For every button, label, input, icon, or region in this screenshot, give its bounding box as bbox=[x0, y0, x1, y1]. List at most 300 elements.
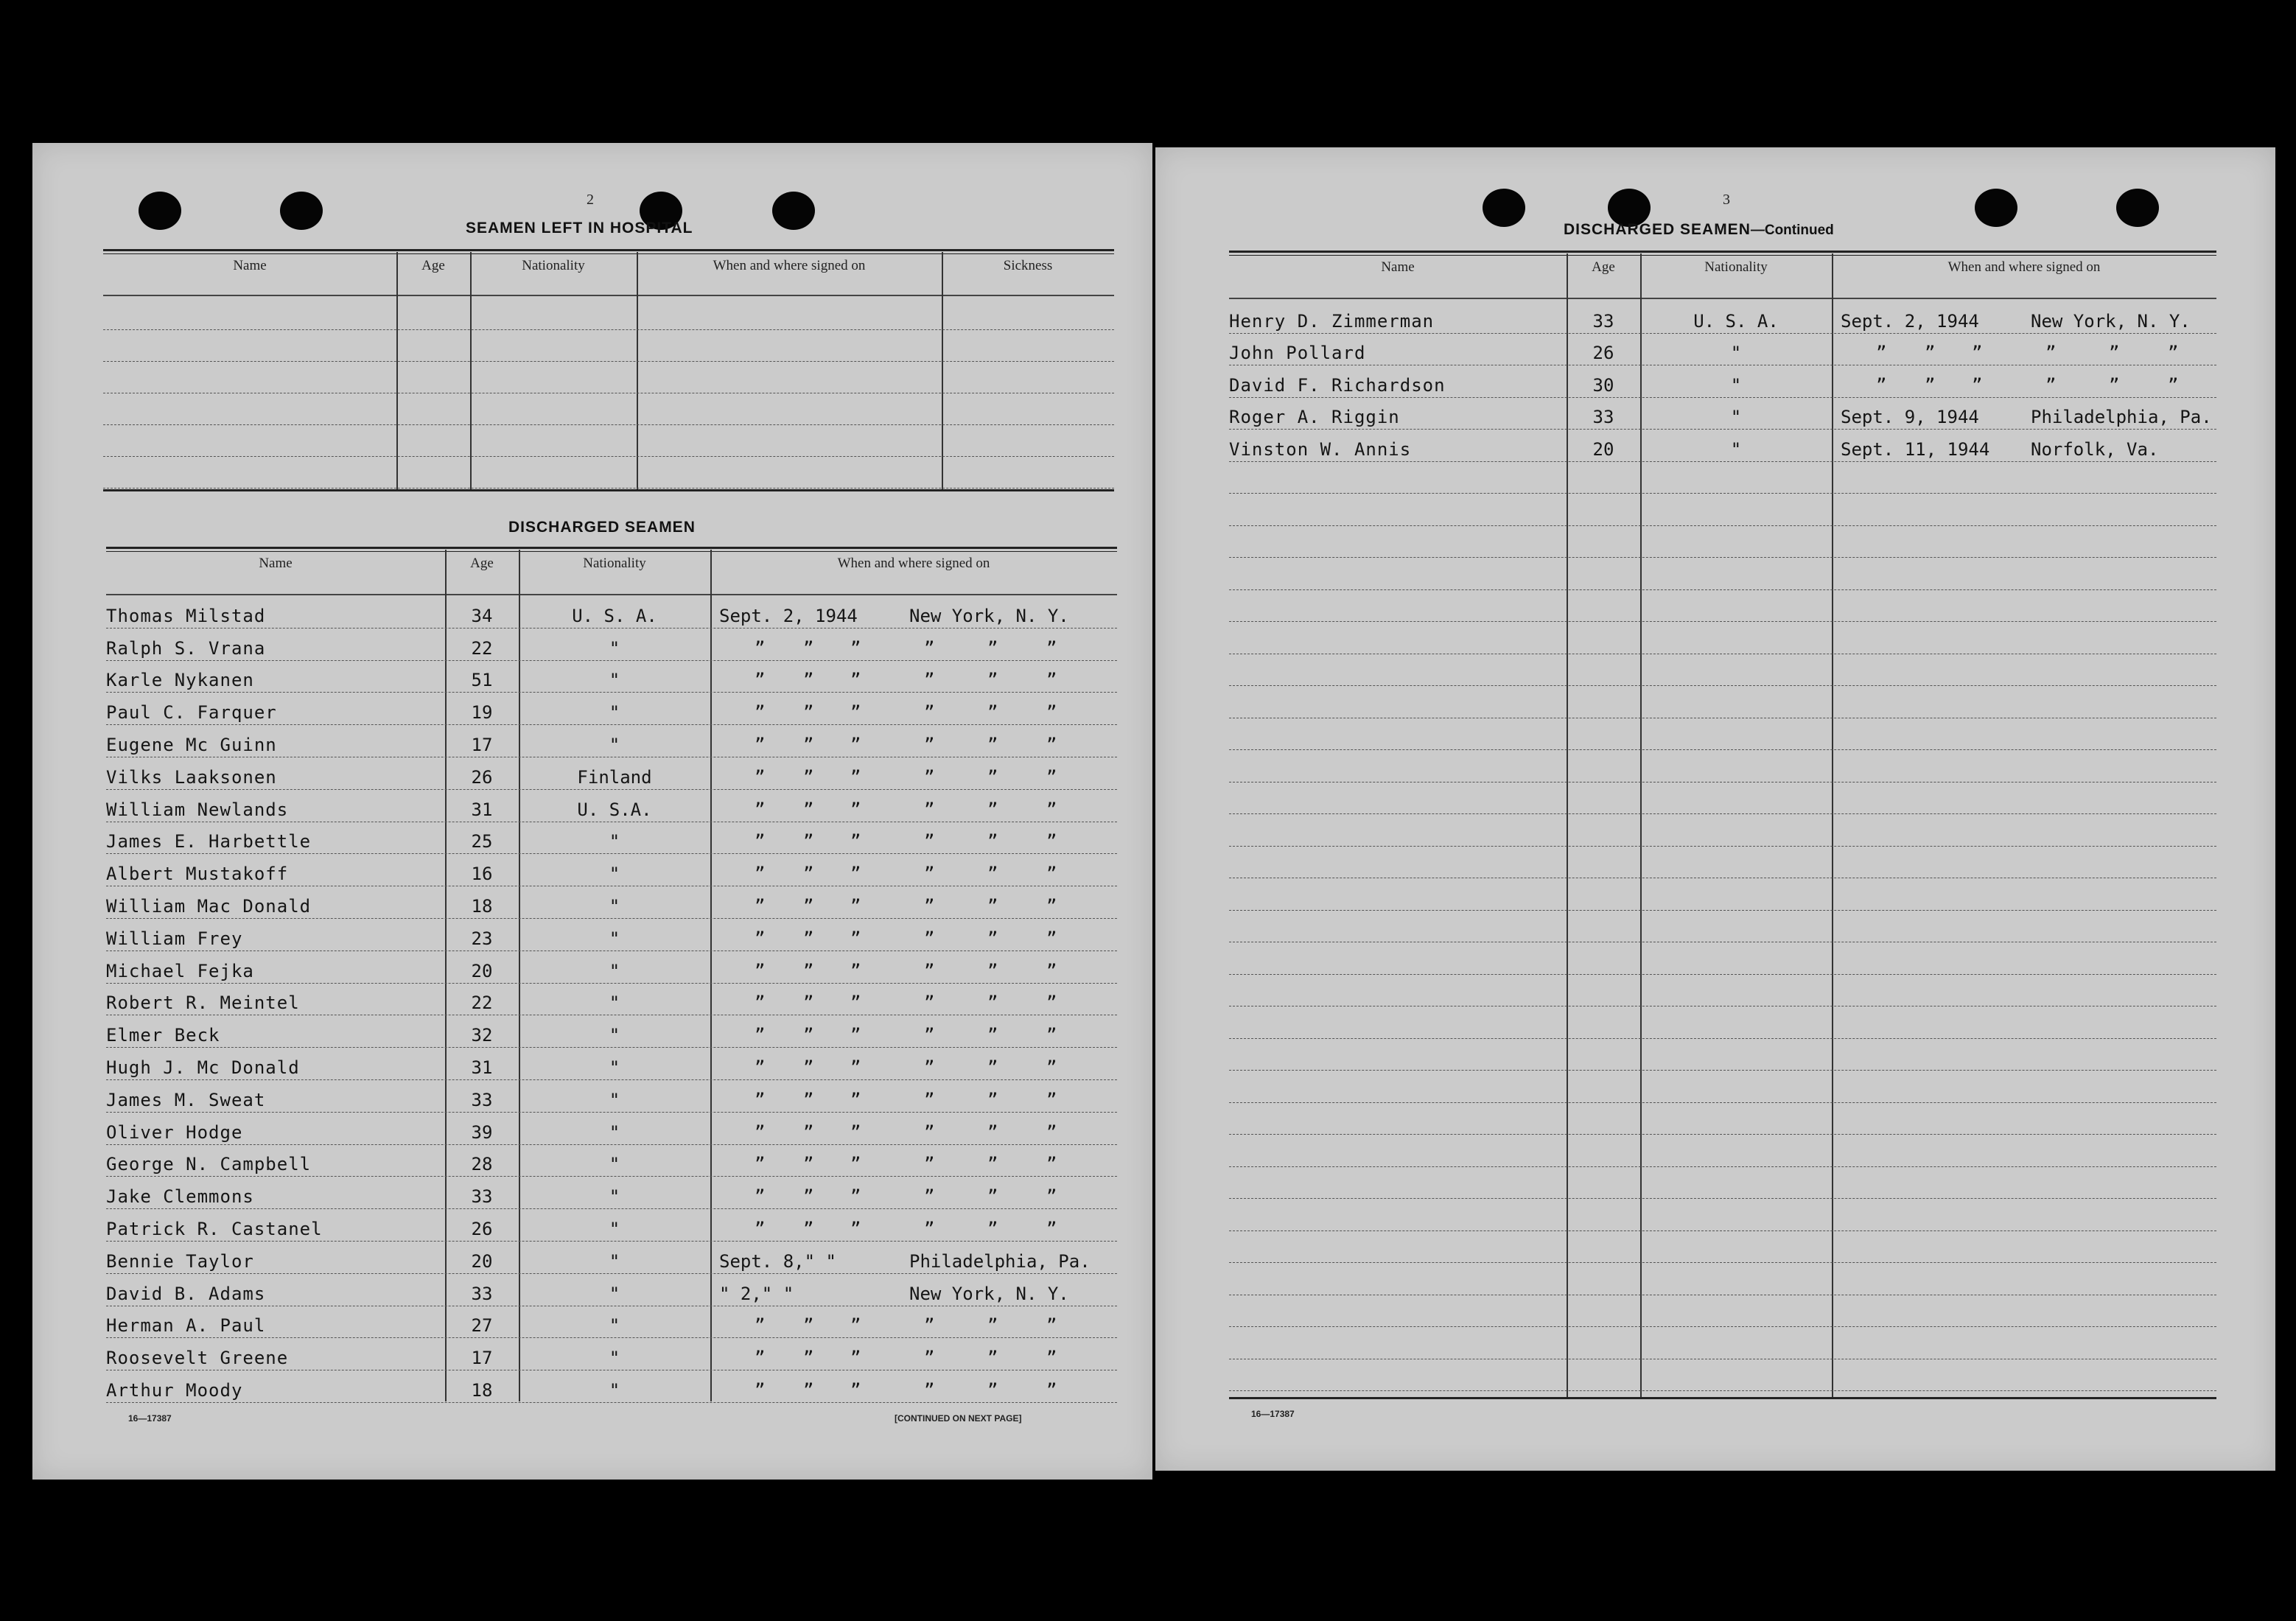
ditto-mark-icon: ” bbox=[850, 702, 861, 724]
table-row bbox=[1229, 1102, 2216, 1135]
ditto-mark-icon: ” bbox=[1046, 637, 1057, 659]
ditto-mark-icon: ” bbox=[755, 864, 766, 885]
ditto-mark-icon: ” bbox=[924, 766, 935, 788]
ditto-mark-icon: ” bbox=[987, 1057, 998, 1078]
ditto-mark-icon: ” bbox=[987, 831, 998, 852]
ditto-mark-icon: ” bbox=[850, 895, 861, 917]
page-number: 2 bbox=[587, 192, 594, 208]
ditto-mark-icon: ” bbox=[924, 1089, 935, 1110]
seaman-age: 18 bbox=[471, 895, 493, 917]
table-row bbox=[106, 1337, 1117, 1370]
punch-hole-icon bbox=[139, 192, 181, 230]
table-row bbox=[106, 692, 1117, 725]
ditto-mark-icon: ” bbox=[2109, 343, 2120, 363]
table-row bbox=[106, 983, 1117, 1016]
seaman-age: 33 bbox=[471, 1283, 493, 1304]
form-number: 16—17387 bbox=[1251, 1409, 1295, 1419]
seaman-age: 33 bbox=[471, 1089, 493, 1110]
ditto-mark-icon: ” bbox=[987, 895, 998, 917]
signed-on-date: Sept. 2, 1944 bbox=[719, 605, 858, 626]
table-row bbox=[106, 1370, 1117, 1403]
ditto-mark-icon: ” bbox=[755, 831, 766, 852]
ditto-mark-icon: ” bbox=[850, 992, 861, 1014]
table-row bbox=[106, 918, 1117, 951]
ditto-mark-icon: ” bbox=[850, 1315, 861, 1337]
ditto-mark-icon: ” bbox=[755, 1154, 766, 1175]
seaman-name: William Newlands bbox=[106, 799, 289, 820]
seaman-age: 34 bbox=[471, 605, 493, 626]
table-row bbox=[106, 950, 1117, 984]
ditto-mark-icon: ” bbox=[803, 1379, 814, 1401]
ditto-mark-icon: ” bbox=[850, 1186, 861, 1208]
ditto-mark-icon: ” bbox=[924, 702, 935, 724]
ditto-mark-icon: ” bbox=[1046, 864, 1057, 885]
seaman-name: Vilks Laaksonen bbox=[106, 766, 277, 788]
seaman-nationality: " bbox=[609, 831, 620, 852]
seaman-nationality: " bbox=[609, 992, 620, 1014]
table-row bbox=[103, 424, 1114, 457]
ditto-mark-icon: ” bbox=[1972, 343, 1983, 363]
ditto-mark-icon: ” bbox=[755, 670, 766, 691]
ditto-mark-icon: ” bbox=[850, 766, 861, 788]
ditto-mark-icon: ” bbox=[1876, 374, 1887, 396]
signed-on-place: Philadelphia, Pa. bbox=[909, 1250, 1091, 1272]
ditto-mark-icon: ” bbox=[1046, 766, 1057, 788]
ditto-mark-icon: ” bbox=[924, 637, 935, 659]
ditto-mark-icon: ” bbox=[987, 702, 998, 724]
ditto-mark-icon: ” bbox=[850, 1089, 861, 1110]
seaman-nationality: " bbox=[609, 1250, 620, 1272]
ditto-mark-icon: ” bbox=[1046, 1121, 1057, 1143]
ditto-mark-icon: ” bbox=[924, 864, 935, 885]
seaman-nationality: " bbox=[609, 734, 620, 755]
table-row bbox=[1229, 301, 2216, 334]
ditto-mark-icon: ” bbox=[987, 992, 998, 1014]
table-row bbox=[103, 298, 1114, 330]
continued-note: [CONTINUED ON NEXT PAGE] bbox=[895, 1413, 1022, 1424]
ditto-mark-icon: ” bbox=[1046, 992, 1057, 1014]
seaman-nationality: " bbox=[609, 702, 620, 724]
table-row bbox=[106, 853, 1117, 886]
table-row bbox=[106, 1273, 1117, 1306]
ditto-mark-icon: ” bbox=[803, 1348, 814, 1369]
ditto-mark-icon: ” bbox=[850, 1348, 861, 1369]
punch-hole-icon bbox=[1975, 189, 2017, 227]
ditto-mark-icon: ” bbox=[2045, 374, 2057, 396]
table-row bbox=[106, 1144, 1117, 1177]
ditto-mark-icon: ” bbox=[924, 1348, 935, 1369]
table-row bbox=[1229, 1198, 2216, 1231]
seaman-age: 16 bbox=[471, 864, 493, 885]
ditto-mark-icon: ” bbox=[850, 637, 861, 659]
ditto-mark-icon: ” bbox=[987, 1348, 998, 1369]
ditto-mark-icon: ” bbox=[987, 637, 998, 659]
column-header-name: Name bbox=[1381, 259, 1415, 275]
table-row bbox=[1229, 749, 2216, 783]
table-row bbox=[1229, 813, 2216, 847]
discharged-continued-title bbox=[1564, 221, 1834, 239]
seaman-nationality: " bbox=[609, 1089, 620, 1110]
ditto-mark-icon: ” bbox=[755, 992, 766, 1014]
ditto-mark-icon: ” bbox=[803, 960, 814, 981]
seaman-name: David B. Adams bbox=[106, 1283, 266, 1304]
table-row bbox=[1229, 942, 2216, 975]
ditto-mark-icon: ” bbox=[1046, 1315, 1057, 1337]
ditto-mark-icon: ” bbox=[1972, 374, 1983, 396]
seaman-name: George N. Campbell bbox=[106, 1154, 312, 1175]
seaman-name: Albert Mustakoff bbox=[106, 864, 289, 885]
ditto-mark-icon: ” bbox=[924, 734, 935, 755]
table-row bbox=[1229, 1070, 2216, 1103]
seaman-age: 28 bbox=[471, 1154, 493, 1175]
table-row bbox=[1229, 525, 2216, 559]
ditto-mark-icon: ” bbox=[850, 734, 861, 755]
ditto-mark-icon: ” bbox=[803, 670, 814, 691]
ditto-mark-icon: ” bbox=[1046, 1348, 1057, 1369]
hospital-table bbox=[103, 249, 1114, 492]
signed-on-date: Sept. 8," " bbox=[719, 1250, 836, 1272]
ditto-mark-icon: ” bbox=[924, 992, 935, 1014]
seaman-name: William Frey bbox=[106, 928, 243, 949]
signed-on-date: Sept. 9, 1944 bbox=[1841, 407, 1979, 427]
seaman-age: 51 bbox=[471, 670, 493, 691]
signed-on-place: New York, N. Y. bbox=[909, 1283, 1069, 1304]
table-row bbox=[1229, 429, 2216, 462]
ditto-mark-icon: ” bbox=[924, 1121, 935, 1143]
seaman-age: 31 bbox=[471, 1057, 493, 1078]
ditto-mark-icon: ” bbox=[803, 766, 814, 788]
ditto-mark-icon: ” bbox=[1046, 1057, 1057, 1078]
hospital-section-title: SEAMEN LEFT IN HOSPITAL bbox=[466, 220, 693, 237]
ditto-mark-icon: ” bbox=[987, 1379, 998, 1401]
table-row bbox=[106, 822, 1117, 855]
seaman-name: Thomas Milstad bbox=[106, 605, 266, 626]
seaman-nationality: " bbox=[1730, 407, 1742, 427]
seaman-nationality: " bbox=[609, 1379, 620, 1401]
ditto-mark-icon: ” bbox=[803, 702, 814, 724]
ditto-mark-icon: ” bbox=[1046, 960, 1057, 981]
seaman-name: Roger A. Riggin bbox=[1229, 407, 1400, 427]
table-row bbox=[106, 595, 1117, 629]
seaman-age: 20 bbox=[1592, 438, 1614, 460]
table-row bbox=[1229, 685, 2216, 718]
seaman-name: Patrick R. Castanel bbox=[106, 1218, 323, 1239]
ditto-mark-icon: ” bbox=[755, 928, 766, 949]
seaman-nationality: U. S.A. bbox=[577, 799, 652, 820]
ditto-mark-icon: ” bbox=[803, 1154, 814, 1175]
seaman-nationality: U. S. A. bbox=[572, 605, 657, 626]
table-row bbox=[1229, 365, 2216, 398]
table-row bbox=[106, 1241, 1117, 1274]
seaman-nationality: " bbox=[609, 928, 620, 949]
seaman-name: James E. Harbettle bbox=[106, 831, 312, 852]
column-header-nationality: Nationality bbox=[522, 258, 585, 273]
column-header-nationality: Nationality bbox=[583, 556, 646, 571]
ditto-mark-icon: ” bbox=[924, 928, 935, 949]
ditto-mark-icon: ” bbox=[1046, 895, 1057, 917]
seaman-name: Paul C. Farquer bbox=[106, 702, 277, 724]
table-row bbox=[1229, 397, 2216, 430]
table-row bbox=[106, 886, 1117, 919]
signed-on-place: Philadelphia, Pa. bbox=[2031, 407, 2212, 427]
seaman-nationality: " bbox=[1730, 438, 1742, 460]
ditto-mark-icon: ” bbox=[850, 670, 861, 691]
discharged-continued-table bbox=[1229, 251, 2216, 1400]
ditto-mark-icon: ” bbox=[850, 928, 861, 949]
ditto-mark-icon: ” bbox=[924, 1379, 935, 1401]
ditto-mark-icon: ” bbox=[924, 895, 935, 917]
column-header-name: Name bbox=[233, 258, 267, 273]
signed-on-date: Sept. 11, 1944 bbox=[1841, 438, 1990, 460]
ditto-mark-icon: ” bbox=[755, 1089, 766, 1110]
seaman-age: 27 bbox=[471, 1315, 493, 1337]
seaman-nationality: " bbox=[609, 1121, 620, 1143]
ditto-mark-icon: ” bbox=[755, 766, 766, 788]
ditto-mark-icon: ” bbox=[1046, 928, 1057, 949]
seaman-nationality: " bbox=[609, 1283, 620, 1304]
ditto-mark-icon: ” bbox=[755, 960, 766, 981]
table-row bbox=[1229, 878, 2216, 911]
seaman-age: 33 bbox=[471, 1186, 493, 1208]
ditto-mark-icon: ” bbox=[803, 734, 814, 755]
column-header-signed-on: When and where signed on bbox=[837, 556, 990, 571]
ditto-mark-icon: ” bbox=[755, 1057, 766, 1078]
ditto-mark-icon: ” bbox=[987, 1154, 998, 1175]
section-title: DISCHARGED SEAMEN bbox=[1564, 221, 1751, 238]
table-row bbox=[1229, 1295, 2216, 1328]
ditto-mark-icon: ” bbox=[803, 1057, 814, 1078]
seaman-age: 17 bbox=[471, 1348, 493, 1369]
seaman-nationality: " bbox=[609, 895, 620, 917]
ditto-mark-icon: ” bbox=[924, 1154, 935, 1175]
ditto-mark-icon: ” bbox=[1046, 831, 1057, 852]
ditto-mark-icon: ” bbox=[803, 1089, 814, 1110]
left-page bbox=[32, 143, 1152, 1480]
table-row bbox=[106, 1047, 1117, 1080]
seaman-age: 26 bbox=[471, 766, 493, 788]
ditto-mark-icon: ” bbox=[755, 895, 766, 917]
seaman-age: 32 bbox=[471, 1025, 493, 1046]
seaman-name: Arthur Moody bbox=[106, 1379, 243, 1401]
ditto-mark-icon: ” bbox=[755, 702, 766, 724]
table-row bbox=[106, 1079, 1117, 1113]
table-row bbox=[1229, 654, 2216, 687]
table-row bbox=[1229, 1134, 2216, 1167]
ditto-mark-icon: ” bbox=[1046, 1025, 1057, 1046]
table-row bbox=[1229, 1359, 2216, 1392]
seaman-nationality: " bbox=[1730, 374, 1742, 396]
ditto-mark-icon: ” bbox=[803, 895, 814, 917]
ditto-mark-icon: ” bbox=[987, 670, 998, 691]
ditto-mark-icon: ” bbox=[755, 1186, 766, 1208]
ditto-mark-icon: ” bbox=[987, 1089, 998, 1110]
ditto-mark-icon: ” bbox=[987, 1315, 998, 1337]
table-row bbox=[106, 789, 1117, 822]
table-row bbox=[106, 1176, 1117, 1209]
table-row bbox=[1229, 333, 2216, 366]
ditto-mark-icon: ” bbox=[987, 928, 998, 949]
table-row bbox=[1229, 910, 2216, 943]
column-header-age: Age bbox=[1592, 259, 1615, 275]
ditto-mark-icon: ” bbox=[850, 864, 861, 885]
signed-on-date: Sept. 2, 1944 bbox=[1841, 310, 1979, 332]
column-header-age: Age bbox=[470, 556, 494, 571]
ditto-mark-icon: ” bbox=[803, 831, 814, 852]
seaman-age: 18 bbox=[471, 1379, 493, 1401]
ditto-mark-icon: ” bbox=[803, 1186, 814, 1208]
table-row bbox=[103, 361, 1114, 393]
seaman-nationality: " bbox=[609, 670, 620, 691]
ditto-mark-icon: ” bbox=[803, 1218, 814, 1239]
seaman-age: 26 bbox=[1592, 343, 1614, 363]
discharged-table bbox=[106, 547, 1117, 1403]
ditto-mark-icon: ” bbox=[850, 831, 861, 852]
seaman-name: Ralph S. Vrana bbox=[106, 637, 266, 659]
seaman-age: 23 bbox=[471, 928, 493, 949]
table-row bbox=[106, 1112, 1117, 1145]
seaman-age: 22 bbox=[471, 637, 493, 659]
seaman-nationality: " bbox=[609, 1186, 620, 1208]
column-header-age: Age bbox=[421, 258, 445, 273]
table-row bbox=[1229, 1262, 2216, 1295]
punch-hole-icon bbox=[1483, 189, 1525, 227]
ditto-mark-icon: ” bbox=[1046, 1186, 1057, 1208]
ditto-mark-icon: ” bbox=[803, 799, 814, 820]
discharged-section-title: DISCHARGED SEAMEN bbox=[508, 519, 696, 536]
table-row bbox=[1229, 1006, 2216, 1039]
table-row bbox=[1229, 589, 2216, 623]
page-number: 3 bbox=[1723, 192, 1730, 208]
ditto-mark-icon: ” bbox=[803, 1121, 814, 1143]
table-row bbox=[1229, 1166, 2216, 1200]
seaman-nationality: " bbox=[609, 1315, 620, 1337]
seaman-name: Roosevelt Greene bbox=[106, 1348, 289, 1369]
ditto-mark-icon: ” bbox=[803, 1025, 814, 1046]
seaman-age: 33 bbox=[1592, 407, 1614, 427]
column-header-name: Name bbox=[259, 556, 293, 571]
ditto-mark-icon: ” bbox=[1046, 1379, 1057, 1401]
table-row bbox=[1229, 846, 2216, 879]
ditto-mark-icon: ” bbox=[924, 1186, 935, 1208]
table-row bbox=[103, 329, 1114, 362]
ditto-mark-icon: ” bbox=[850, 960, 861, 981]
seaman-name: Elmer Beck bbox=[106, 1025, 220, 1046]
ditto-mark-icon: ” bbox=[987, 766, 998, 788]
seaman-nationality: " bbox=[609, 1218, 620, 1239]
seaman-name: Herman A. Paul bbox=[106, 1315, 266, 1337]
seaman-age: 31 bbox=[471, 799, 493, 820]
seaman-name: John Pollard bbox=[1229, 343, 1366, 363]
seaman-age: 25 bbox=[471, 831, 493, 852]
ditto-mark-icon: ” bbox=[1046, 799, 1057, 820]
table-row bbox=[106, 757, 1117, 790]
seaman-name: Vinston W. Annis bbox=[1229, 438, 1412, 460]
ditto-mark-icon: ” bbox=[924, 1025, 935, 1046]
seaman-nationality: " bbox=[609, 1057, 620, 1078]
table-row bbox=[1229, 782, 2216, 815]
table-row bbox=[106, 660, 1117, 693]
seaman-nationality: " bbox=[609, 1154, 620, 1175]
ditto-mark-icon: ” bbox=[924, 831, 935, 852]
ditto-mark-icon: ” bbox=[987, 864, 998, 885]
seaman-age: 26 bbox=[471, 1218, 493, 1239]
ditto-mark-icon: ” bbox=[924, 799, 935, 820]
seaman-nationality: " bbox=[609, 960, 620, 981]
table-row bbox=[1229, 1230, 2216, 1264]
column-header-nationality: Nationality bbox=[1704, 259, 1768, 275]
ditto-mark-icon: ” bbox=[850, 1218, 861, 1239]
ditto-mark-icon: ” bbox=[987, 799, 998, 820]
table-row bbox=[1229, 718, 2216, 751]
ditto-mark-icon: ” bbox=[1046, 1218, 1057, 1239]
seaman-age: 17 bbox=[471, 734, 493, 755]
column-header-sickness: Sickness bbox=[1003, 258, 1053, 273]
ditto-mark-icon: ” bbox=[987, 960, 998, 981]
ditto-mark-icon: ” bbox=[803, 864, 814, 885]
seaman-nationality: " bbox=[609, 864, 620, 885]
ditto-mark-icon: ” bbox=[1046, 1154, 1057, 1175]
seaman-name: Hugh J. Mc Donald bbox=[106, 1057, 300, 1078]
ditto-mark-icon: ” bbox=[1925, 343, 1936, 363]
ditto-mark-icon: ” bbox=[755, 1121, 766, 1143]
seaman-age: 20 bbox=[471, 960, 493, 981]
column-header-signed-on: When and where signed on bbox=[1947, 259, 2101, 275]
table-row bbox=[106, 724, 1117, 757]
seaman-name: Jake Clemmons bbox=[106, 1186, 254, 1208]
ditto-mark-icon: ” bbox=[803, 637, 814, 659]
table-row bbox=[106, 1015, 1117, 1048]
table-row bbox=[1229, 621, 2216, 654]
seaman-age: 39 bbox=[471, 1121, 493, 1143]
ditto-mark-icon: ” bbox=[2109, 374, 2120, 396]
seaman-name: Bennie Taylor bbox=[106, 1250, 254, 1272]
table-row bbox=[1229, 1038, 2216, 1071]
seaman-age: 20 bbox=[471, 1250, 493, 1272]
ditto-mark-icon: ” bbox=[987, 1218, 998, 1239]
seaman-name: Henry D. Zimmerman bbox=[1229, 310, 1435, 332]
seaman-age: 33 bbox=[1592, 310, 1614, 332]
ditto-mark-icon: ” bbox=[987, 1186, 998, 1208]
ditto-mark-icon: ” bbox=[1046, 1089, 1057, 1110]
right-page bbox=[1155, 147, 2275, 1471]
ditto-mark-icon: ” bbox=[924, 1057, 935, 1078]
ditto-mark-icon: ” bbox=[2168, 343, 2179, 363]
signed-on-place: Norfolk, Va. bbox=[2031, 438, 2159, 460]
ditto-mark-icon: ” bbox=[755, 1348, 766, 1369]
ditto-mark-icon: ” bbox=[850, 1057, 861, 1078]
punch-hole-icon bbox=[2116, 189, 2159, 227]
continued-label: —Continued bbox=[1750, 223, 1834, 238]
table-row bbox=[106, 1208, 1117, 1242]
ditto-mark-icon: ” bbox=[2045, 343, 2057, 363]
signed-on-place: New York, N. Y. bbox=[909, 605, 1069, 626]
seaman-nationality: Finland bbox=[577, 766, 652, 788]
table-row bbox=[103, 456, 1114, 489]
seaman-name: Robert R. Meintel bbox=[106, 992, 300, 1014]
table-row bbox=[106, 1306, 1117, 1339]
seaman-nationality: " bbox=[609, 637, 620, 659]
seaman-name: Eugene Mc Guinn bbox=[106, 734, 277, 755]
table-row bbox=[1229, 493, 2216, 526]
ditto-mark-icon: ” bbox=[850, 799, 861, 820]
ditto-mark-icon: ” bbox=[987, 1025, 998, 1046]
ditto-mark-icon: ” bbox=[987, 734, 998, 755]
ditto-mark-icon: ” bbox=[987, 1121, 998, 1143]
punch-hole-icon bbox=[280, 192, 323, 230]
ditto-mark-icon: ” bbox=[1876, 343, 1887, 363]
ditto-mark-icon: ” bbox=[755, 1379, 766, 1401]
seaman-name: Oliver Hodge bbox=[106, 1121, 243, 1143]
